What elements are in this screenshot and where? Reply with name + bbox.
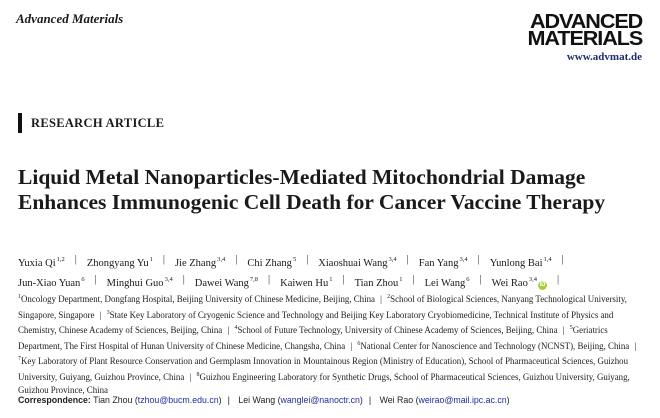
journal-logo[interactable] <box>527 11 642 63</box>
correspondence: Correspondence: Tian Zhou (tzhou@bucm.edu.cn) | Lei Wang (wanglei@nanoctr.cn) | Wei Rao (weirao@mail.ipc.ac.cn) <box>18 395 510 405</box>
author-name-link[interactable] <box>195 272 258 292</box>
journal-url-link[interactable]: www.advmat.de <box>566 51 642 63</box>
author-affiliation-number: 6 <box>81 276 85 283</box>
author-name: Dawei Wang <box>194 278 249 289</box>
affiliation-separator: | <box>562 325 565 335</box>
author-name-link[interactable] <box>175 252 225 272</box>
author-affiliation-number: 5 <box>292 256 297 263</box>
correspondence-separator: | <box>368 395 372 405</box>
author-separator: | <box>182 274 185 285</box>
affiliation-item <box>234 325 557 335</box>
author-name: Yunlong Bai <box>489 258 543 269</box>
affiliation-text: School of Biological Sciences, Nanyang Technological University, Singapore, Singapore <box>18 294 627 320</box>
affiliation-item <box>18 294 375 304</box>
author-separator: | <box>162 254 165 265</box>
author-name: Tian Zhou <box>354 278 399 289</box>
correspondent-email-link[interactable]: weirao@mail.ipc.ac.cn <box>418 395 507 405</box>
affiliation-number: 8 <box>196 371 200 378</box>
author-name-link[interactable] <box>18 252 65 272</box>
affiliation-number: 1 <box>18 294 21 300</box>
author-separator: | <box>556 274 560 285</box>
author-separator: | <box>479 274 482 285</box>
author-name: Kaiwen Hu <box>280 278 329 289</box>
author-name-link[interactable] <box>107 272 173 292</box>
author-affiliation-number: 3,4 <box>164 276 173 283</box>
orcid-icon[interactable]: iD <box>539 282 546 288</box>
author-name: Jie Zhang <box>174 258 217 269</box>
author-name: Xiaoshuai Wang <box>318 258 388 269</box>
author-separator: | <box>268 274 271 285</box>
author-affiliation-number: 3,4 <box>528 276 537 283</box>
correspondent-name: Lei Wang <box>238 395 276 405</box>
affiliation-text: Geriatrics Department, The First Hospital of Hunan University of Chinese Medicine, Changsha, China <box>18 325 608 351</box>
author-separator: | <box>235 254 238 265</box>
correspondent-name: Wei Rao <box>379 395 414 405</box>
section-label-text: RESEARCH ARTICLE <box>31 115 165 130</box>
author-affiliation-number: 1,2 <box>56 256 65 263</box>
correspondent-email-link[interactable]: wanglei@nanoctr.cn <box>280 395 360 405</box>
author-name-link[interactable] <box>490 252 552 272</box>
journal-name: Advanced Materials <box>16 11 124 26</box>
author-row <box>18 252 646 272</box>
author-affiliation-number: 1 <box>149 256 153 263</box>
author-row <box>18 272 646 292</box>
author-name-link[interactable] <box>318 252 396 272</box>
affiliation-number: 2 <box>387 294 391 300</box>
correspondence-separator: | <box>227 395 230 405</box>
author-name-link[interactable] <box>492 272 547 292</box>
author-affiliation-number: 3,4 <box>217 256 226 263</box>
author-separator: | <box>306 254 309 265</box>
affiliation-separator: | <box>99 309 102 320</box>
logo-line-2: MATERIALS <box>527 28 642 50</box>
author-name-link[interactable] <box>355 272 403 292</box>
author-affiliation-number: 3,4 <box>388 256 397 263</box>
affiliation-item <box>357 341 629 351</box>
correspondence-label: Correspondence: <box>18 395 91 405</box>
author-separator: | <box>74 254 77 265</box>
author-name: Chi Zhang <box>247 258 292 269</box>
affiliation-separator: | <box>227 325 230 335</box>
author-name: Lei Wang <box>424 278 466 289</box>
author-name: Zhongyang Yu <box>86 258 149 269</box>
affiliation-separator: | <box>380 294 382 304</box>
author-name: Fan Yang <box>418 258 459 269</box>
affiliation-number: 5 <box>569 325 573 331</box>
article-title: Liquid Metal Nanoparticles-Mediated Mitochondrial Damage Enhances Immunogenic Cell Death for Cancer Vaccine Therapy <box>18 165 606 214</box>
section-label <box>18 113 164 133</box>
author-list <box>18 252 646 292</box>
author-separator: | <box>412 274 415 285</box>
author-affiliation-number: 3,4 <box>459 256 468 263</box>
author-affiliation-number: 1,4 <box>543 256 552 263</box>
affiliation-text: Guizhou Engineering Laboratory for Synthetic Drugs, School of Pharmaceutical Sciences, Guizhou University, Guiyang, Guizhou Province, China <box>18 371 630 395</box>
affiliation-text: Oncology Department, Dongfang Hospital, Beijing University of Chinese Medicine, Beijing, China <box>21 294 375 304</box>
affiliation-separator: | <box>189 371 192 382</box>
affiliation-text: National Center for Nanoscience and Technology (NCNST), Beijing, China <box>360 340 630 351</box>
author-name: Jun-Xiao Yuan <box>18 278 81 289</box>
affiliation-number: 7 <box>18 356 21 362</box>
correspondent-name: Tian Zhou <box>93 395 133 405</box>
affiliation-text: School of Future Technology, University of Chinese Academy of Sciences, Beijing, China <box>237 325 558 335</box>
author-affiliation-number: 1 <box>399 276 403 283</box>
author-affiliation-number: 7,8 <box>249 276 258 283</box>
author-separator: | <box>94 274 97 285</box>
author-name-link[interactable] <box>419 252 468 272</box>
author-name-link[interactable] <box>425 272 470 292</box>
author-name: Yuxia Qi <box>18 258 56 269</box>
author-name-link[interactable] <box>247 252 296 272</box>
affiliation-text: Key Laboratory of Plant Resource Conservation and Germplasm Innovation in Mountainous Region (Ministry of Education), School of Pharmaceutical Sciences, Guizhou University, Guiyang, Guizhou Province, China <box>18 356 629 382</box>
author-separator: | <box>406 254 409 265</box>
affiliations <box>18 291 650 398</box>
affiliation-text: State Key Laboratory of Cryogenic Science and Technology and Beijing Key Laboratory Cryobiomedicine, Technical Institute of Physics and Chemistry, Chinese Academy of Sciences, Beijing, China <box>18 309 614 335</box>
correspondent-email-link[interactable]: tzhou@bucm.edu.cn <box>137 395 219 405</box>
author-name-link[interactable] <box>280 272 332 292</box>
author-name-link[interactable] <box>18 272 85 292</box>
affiliation-number: 3 <box>106 309 110 316</box>
author-separator: | <box>477 254 480 265</box>
affiliation-number: 6 <box>357 340 361 347</box>
author-name-link[interactable] <box>87 252 153 272</box>
section-bar <box>18 113 22 133</box>
author-affiliation-number: 1 <box>329 276 333 283</box>
author-name: Minghui Guo <box>106 278 164 289</box>
affiliation-separator: | <box>634 340 637 351</box>
author-name: Wei Rao <box>491 278 528 289</box>
author-separator: | <box>342 274 345 285</box>
affiliation-separator: | <box>350 340 353 351</box>
author-separator: | <box>561 254 564 265</box>
author-affiliation-number: 6 <box>466 276 470 283</box>
logo-line-1: ADVANCED <box>529 11 642 33</box>
affiliation-number: 4 <box>234 325 238 331</box>
